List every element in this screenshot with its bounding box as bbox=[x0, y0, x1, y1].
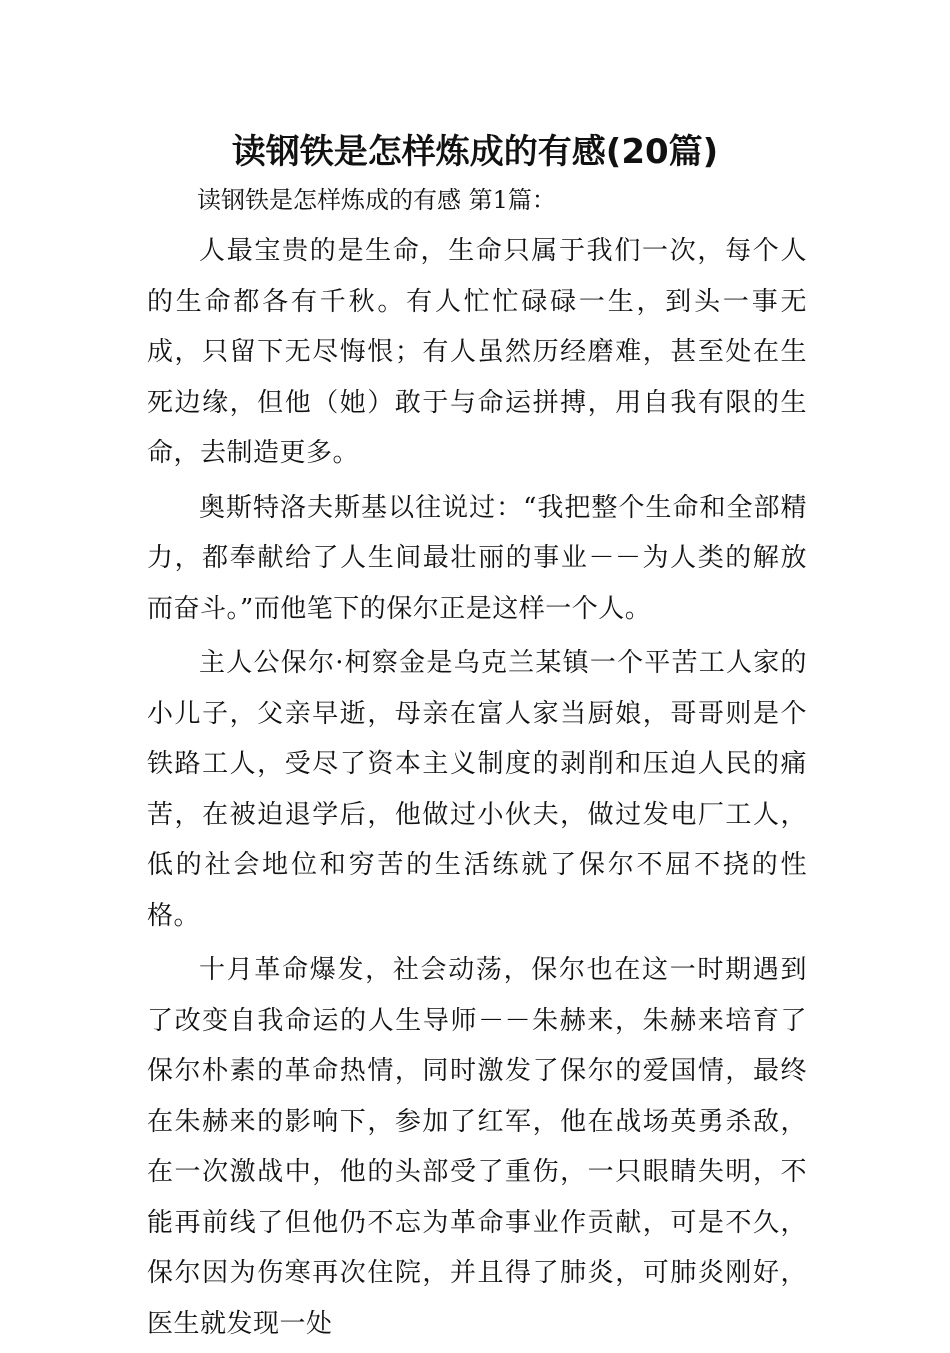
paragraph-3: 主人公保尔·柯察金是乌克兰某镇一个平苦工人家的小儿子，父亲早逝，母亲在富人家当厨娘，哥哥则是个铁路工人，受尽了资本主义制度的剥削和压迫人民的痛苦，在被迫退学后，他做过小伙夫，做过发电厂工人，低的社会地位和穷苦的生活练就了保尔不屈不挠的性格。 bbox=[147, 648, 807, 931]
paragraph-4: 十月革命爆发，社会动荡，保尔也在这一时期遇到了改变自我命运的人生导师－－朱赫来，朱赫来培育了保尔朴素的革命热情，同时激发了保尔的爱国情，最终在朱赫来的影响下，参加了红军，他在战场英勇杀敌，在一次激战中，他的头部受了重伤，一只眼睛失明，不能再前线了但他仍不忘为革命事业作贡献，可是不久，保尔因为伤寒再次住院，并且得了肺炎，可肺炎刚好，医生就发现一处 bbox=[147, 955, 807, 1339]
document-title: 读钢铁是怎样炼成的有感(20篇) bbox=[231, 132, 719, 172]
paragraph-2: 奥斯特洛夫斯基以往说过：“我把整个生命和全部精力，都奉献给了人生间最壮丽的事业－－为人类的解放而奋斗。”而他笔下的保尔正是这样一个人。 bbox=[147, 492, 807, 624]
paragraph-1: 人最宝贵的是生命，生命只属于我们一次，每个人的生命都各有千秋。有人忙忙碌碌一生，到头一事无成，只留下无尽悔恨；有人虽然历经磨难，甚至处在生死边缘，但他（她）敢于与命运拼搏，用自我有限的生命，去制造更多。 bbox=[147, 236, 807, 468]
document-body bbox=[147, 226, 807, 1353]
document-subtitle: 读钢铁是怎样炼成的有感 第1篇： bbox=[197, 186, 556, 214]
